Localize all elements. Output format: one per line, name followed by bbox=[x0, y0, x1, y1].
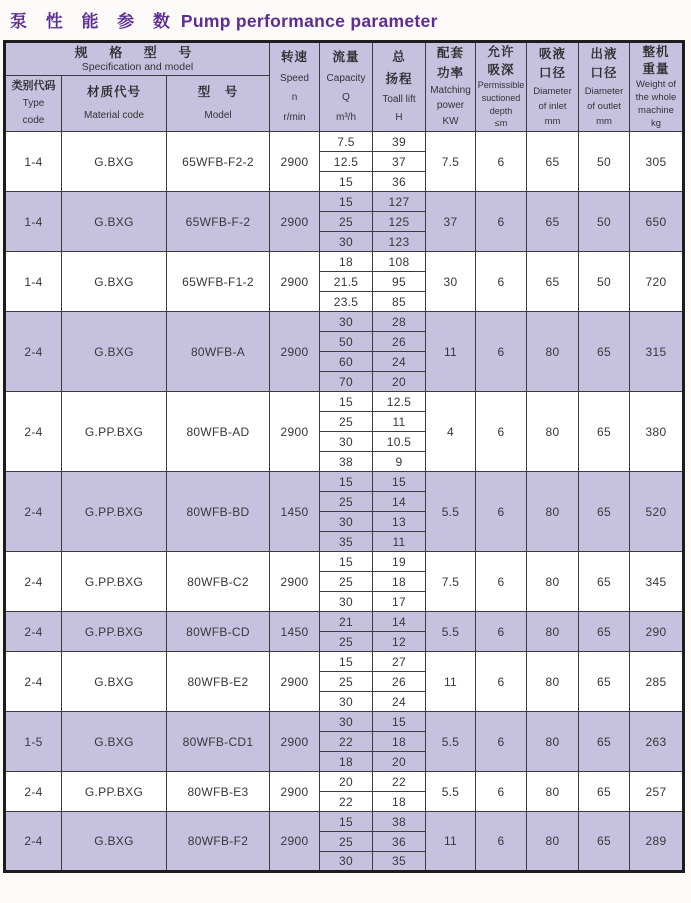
header-inlet bbox=[527, 42, 579, 132]
cell-capacity: 15 bbox=[320, 472, 373, 492]
cell-type-code: 1-4 bbox=[5, 132, 62, 192]
cell-suction-depth: 6 bbox=[476, 472, 527, 552]
header-capacity-en: m³/h bbox=[336, 111, 356, 123]
cell-outlet-diameter: 65 bbox=[579, 612, 630, 652]
cell-capacity: 30 bbox=[320, 232, 373, 252]
header-depth-zh: 吸深 bbox=[487, 62, 515, 77]
cell-matching-power: 11 bbox=[426, 312, 476, 392]
cell-capacity: 22 bbox=[320, 732, 373, 752]
cell-capacity: 12.5 bbox=[320, 152, 373, 172]
cell-capacity: 25 bbox=[320, 412, 373, 432]
cell-outlet-diameter: 65 bbox=[579, 652, 630, 712]
header-lift-en: H bbox=[395, 112, 403, 124]
cell-model: 65WFB-F2-2 bbox=[167, 132, 270, 192]
cell-type-code: 2-4 bbox=[5, 772, 62, 812]
cell-outlet-diameter: 65 bbox=[579, 392, 630, 472]
cell-weight: 257 bbox=[630, 772, 684, 812]
header-inlet-en: of inlet bbox=[538, 100, 567, 112]
cell-weight: 315 bbox=[630, 312, 684, 392]
header-power-en: Matching bbox=[430, 84, 471, 96]
header-weight-zh: 整机 bbox=[642, 44, 670, 59]
cell-capacity: 25 bbox=[320, 572, 373, 592]
cell-capacity: 50 bbox=[320, 332, 373, 352]
cell-matching-power: 5.5 bbox=[426, 772, 476, 812]
cell-model: 65WFB-F1-2 bbox=[167, 252, 270, 312]
cell-speed: 2900 bbox=[270, 392, 320, 472]
cell-weight: 345 bbox=[630, 552, 684, 612]
cell-capacity: 15 bbox=[320, 172, 373, 192]
cell-inlet-diameter: 65 bbox=[527, 192, 579, 252]
header-outlet bbox=[579, 42, 630, 132]
header-outlet-zh: 口径 bbox=[590, 66, 618, 81]
cell-matching-power: 4 bbox=[426, 392, 476, 472]
table-row bbox=[5, 192, 684, 212]
table-row bbox=[5, 392, 684, 412]
cell-total-lift: 28 bbox=[373, 312, 426, 332]
cell-total-lift: 35 bbox=[373, 852, 426, 872]
cell-model: 80WFB-CD1 bbox=[167, 712, 270, 772]
cell-speed: 2900 bbox=[270, 252, 320, 312]
cell-suction-depth: 6 bbox=[476, 652, 527, 712]
cell-capacity: 25 bbox=[320, 632, 373, 652]
cell-total-lift: 20 bbox=[373, 372, 426, 392]
cell-matching-power: 30 bbox=[426, 252, 476, 312]
header-speed bbox=[270, 42, 320, 132]
cell-total-lift: 38 bbox=[373, 812, 426, 832]
header-spec-group-zh: 规 格 型 号 bbox=[74, 44, 201, 60]
header-lift-zh: 总 bbox=[392, 49, 406, 64]
cell-type-code: 2-4 bbox=[5, 612, 62, 652]
cell-total-lift: 18 bbox=[373, 792, 426, 812]
cell-total-lift: 17 bbox=[373, 592, 426, 612]
header-outlet-en: of outlet bbox=[587, 100, 621, 112]
table-row bbox=[5, 772, 684, 792]
header-lift-en: Toall lift bbox=[382, 93, 416, 105]
cell-material-code: G.PP.BXG bbox=[62, 552, 167, 612]
cell-capacity: 22 bbox=[320, 792, 373, 812]
header-weight-en: kg bbox=[650, 117, 662, 129]
cell-type-code: 1-5 bbox=[5, 712, 62, 772]
cell-material-code: G.BXG bbox=[62, 132, 167, 192]
header-lift bbox=[373, 42, 426, 132]
cell-capacity: 30 bbox=[320, 312, 373, 332]
cell-total-lift: 127 bbox=[373, 192, 426, 212]
cell-material-code: G.BXG bbox=[62, 812, 167, 872]
cell-capacity: 18 bbox=[320, 752, 373, 772]
cell-total-lift: 24 bbox=[373, 692, 426, 712]
cell-capacity: 60 bbox=[320, 352, 373, 372]
cell-model: 80WFB-E2 bbox=[167, 652, 270, 712]
header-outlet-en: mm bbox=[596, 115, 612, 127]
cell-total-lift: 36 bbox=[373, 172, 426, 192]
cell-type-code: 1-4 bbox=[5, 192, 62, 252]
cell-capacity: 35 bbox=[320, 532, 373, 552]
cell-total-lift: 18 bbox=[373, 572, 426, 592]
cell-capacity: 25 bbox=[320, 672, 373, 692]
cell-type-code: 2-4 bbox=[5, 652, 62, 712]
cell-outlet-diameter: 65 bbox=[579, 312, 630, 392]
cell-material-code: G.PP.BXG bbox=[62, 612, 167, 652]
cell-total-lift: 125 bbox=[373, 212, 426, 232]
cell-weight: 289 bbox=[630, 812, 684, 872]
cell-suction-depth: 6 bbox=[476, 612, 527, 652]
cell-inlet-diameter: 80 bbox=[527, 392, 579, 472]
cell-type-code: 2-4 bbox=[5, 552, 62, 612]
cell-weight: 720 bbox=[630, 252, 684, 312]
header-weight bbox=[630, 42, 684, 132]
cell-suction-depth: 6 bbox=[476, 312, 527, 392]
cell-outlet-diameter: 50 bbox=[579, 192, 630, 252]
cell-inlet-diameter: 80 bbox=[527, 812, 579, 872]
cell-total-lift: 20 bbox=[373, 752, 426, 772]
cell-weight: 305 bbox=[630, 132, 684, 192]
header-capacity-zh: 流量 bbox=[332, 50, 360, 65]
header-type bbox=[5, 76, 62, 132]
cell-speed: 2900 bbox=[270, 712, 320, 772]
cell-total-lift: 15 bbox=[373, 712, 426, 732]
header-outlet-en: Diameter bbox=[584, 85, 624, 97]
cell-capacity: 21 bbox=[320, 612, 373, 632]
table-row bbox=[5, 812, 684, 832]
cell-speed: 2900 bbox=[270, 192, 320, 252]
cell-capacity: 21.5 bbox=[320, 272, 373, 292]
cell-total-lift: 15 bbox=[373, 472, 426, 492]
cell-matching-power: 11 bbox=[426, 652, 476, 712]
cell-model: 65WFB-F-2 bbox=[167, 192, 270, 252]
cell-capacity: 20 bbox=[320, 772, 373, 792]
cell-inlet-diameter: 65 bbox=[527, 132, 579, 192]
header-weight-en: machine bbox=[638, 105, 674, 116]
cell-total-lift: 13 bbox=[373, 512, 426, 532]
cell-total-lift: 9 bbox=[373, 452, 426, 472]
header-power-zh: 配套 bbox=[436, 46, 464, 61]
cell-weight: 520 bbox=[630, 472, 684, 552]
cell-model: 80WFB-C2 bbox=[167, 552, 270, 612]
cell-speed: 2900 bbox=[270, 652, 320, 712]
cell-capacity: 30 bbox=[320, 432, 373, 452]
header-spec-group bbox=[5, 42, 270, 76]
cell-capacity: 30 bbox=[320, 592, 373, 612]
cell-capacity: 38 bbox=[320, 452, 373, 472]
cell-material-code: G.BXG bbox=[62, 252, 167, 312]
cell-suction-depth: 6 bbox=[476, 712, 527, 772]
cell-speed: 2900 bbox=[270, 812, 320, 872]
cell-capacity: 15 bbox=[320, 652, 373, 672]
table-row bbox=[5, 252, 684, 272]
page-title bbox=[10, 7, 438, 32]
header-inlet-en: Diameter bbox=[533, 85, 572, 97]
cell-type-code: 2-4 bbox=[5, 392, 62, 472]
cell-outlet-diameter: 65 bbox=[579, 772, 630, 812]
header-model-zh: 型 号 bbox=[197, 85, 239, 100]
cell-suction-depth: 6 bbox=[476, 192, 527, 252]
cell-capacity: 15 bbox=[320, 552, 373, 572]
cell-model: 80WFB-BD bbox=[167, 472, 270, 552]
header-type-en: Type bbox=[22, 98, 45, 110]
cell-total-lift: 108 bbox=[373, 252, 426, 272]
cell-speed: 2900 bbox=[270, 132, 320, 192]
cell-total-lift: 95 bbox=[373, 272, 426, 292]
header-weight-en: Weight of bbox=[636, 79, 676, 91]
cell-suction-depth: 6 bbox=[476, 772, 527, 812]
cell-capacity: 25 bbox=[320, 212, 373, 232]
cell-inlet-diameter: 80 bbox=[527, 772, 579, 812]
header-material-en: Material code bbox=[83, 109, 145, 121]
cell-outlet-diameter: 65 bbox=[579, 472, 630, 552]
cell-total-lift: 14 bbox=[373, 492, 426, 512]
table-header bbox=[5, 42, 684, 132]
header-weight-zh: 重量 bbox=[642, 61, 670, 76]
cell-suction-depth: 6 bbox=[476, 812, 527, 872]
header-depth-en: depth bbox=[489, 105, 513, 116]
cell-total-lift: 18 bbox=[373, 732, 426, 752]
table-row bbox=[5, 612, 684, 632]
cell-outlet-diameter: 65 bbox=[579, 812, 630, 872]
cell-total-lift: 123 bbox=[373, 232, 426, 252]
header-speed-zh: 转速 bbox=[280, 50, 308, 65]
cell-capacity: 15 bbox=[320, 192, 373, 212]
header-capacity-en: Capacity bbox=[326, 73, 366, 85]
cell-weight: 290 bbox=[630, 612, 684, 652]
cell-inlet-diameter: 65 bbox=[527, 252, 579, 312]
table-body bbox=[5, 132, 684, 872]
cell-total-lift: 11 bbox=[373, 532, 426, 552]
table-row bbox=[5, 652, 684, 672]
header-outlet-zh: 出液 bbox=[590, 46, 618, 61]
cell-matching-power: 5.5 bbox=[426, 472, 476, 552]
cell-material-code: G.BXG bbox=[62, 712, 167, 772]
cell-capacity: 30 bbox=[320, 692, 373, 712]
cell-total-lift: 10.5 bbox=[373, 432, 426, 452]
cell-model: 80WFB-CD bbox=[167, 612, 270, 652]
header-model bbox=[167, 76, 270, 132]
cell-inlet-diameter: 80 bbox=[527, 612, 579, 652]
cell-model: 80WFB-A bbox=[167, 312, 270, 392]
header-capacity-en: Q bbox=[342, 92, 350, 104]
cell-type-code: 2-4 bbox=[5, 312, 62, 392]
cell-matching-power: 7.5 bbox=[426, 552, 476, 612]
cell-speed: 2900 bbox=[270, 772, 320, 812]
header-power bbox=[426, 42, 476, 132]
cell-inlet-diameter: 80 bbox=[527, 552, 579, 612]
table-row bbox=[5, 712, 684, 732]
cell-total-lift: 36 bbox=[373, 832, 426, 852]
header-type-en: code bbox=[22, 114, 45, 126]
header-inlet-zh: 口径 bbox=[538, 66, 566, 81]
cell-matching-power: 37 bbox=[426, 192, 476, 252]
header-depth-en: ≤m bbox=[494, 118, 508, 129]
header-spec-group-en: Specification and model bbox=[81, 60, 194, 73]
cell-inlet-diameter: 80 bbox=[527, 712, 579, 772]
cell-inlet-diameter: 80 bbox=[527, 652, 579, 712]
cell-total-lift: 26 bbox=[373, 332, 426, 352]
cell-model: 80WFB-F2 bbox=[167, 812, 270, 872]
cell-speed: 2900 bbox=[270, 312, 320, 392]
cell-weight: 380 bbox=[630, 392, 684, 472]
cell-capacity: 15 bbox=[320, 812, 373, 832]
header-lift-zh: 扬程 bbox=[385, 71, 413, 86]
cell-capacity: 7.5 bbox=[320, 132, 373, 152]
header-depth-zh: 允许 bbox=[487, 44, 515, 59]
header-depth-en: Permissible bbox=[477, 80, 525, 91]
cell-total-lift: 39 bbox=[373, 132, 426, 152]
header-material bbox=[62, 76, 167, 132]
header-material-zh: 材质代号 bbox=[86, 85, 141, 100]
header-power-en: KW bbox=[442, 115, 459, 127]
cell-model: 80WFB-E3 bbox=[167, 772, 270, 812]
cell-matching-power: 11 bbox=[426, 812, 476, 872]
cell-capacity: 23.5 bbox=[320, 292, 373, 312]
cell-inlet-diameter: 80 bbox=[527, 312, 579, 392]
header-inlet-zh: 吸液 bbox=[538, 46, 566, 61]
cell-total-lift: 27 bbox=[373, 652, 426, 672]
header-speed-en: r/min bbox=[283, 111, 306, 123]
header-depth-en: suctioned bbox=[481, 92, 521, 103]
cell-capacity: 30 bbox=[320, 852, 373, 872]
cell-inlet-diameter: 80 bbox=[527, 472, 579, 552]
cell-outlet-diameter: 50 bbox=[579, 132, 630, 192]
cell-outlet-diameter: 50 bbox=[579, 252, 630, 312]
cell-outlet-diameter: 65 bbox=[579, 552, 630, 612]
cell-weight: 285 bbox=[630, 652, 684, 712]
cell-type-code: 1-4 bbox=[5, 252, 62, 312]
header-type-zh: 类别代码 bbox=[11, 80, 56, 93]
table-row bbox=[5, 472, 684, 492]
cell-total-lift: 37 bbox=[373, 152, 426, 172]
cell-suction-depth: 6 bbox=[476, 252, 527, 312]
header-power-zh: 功率 bbox=[436, 65, 464, 80]
cell-total-lift: 24 bbox=[373, 352, 426, 372]
cell-weight: 263 bbox=[630, 712, 684, 772]
table-row bbox=[5, 552, 684, 572]
table-row bbox=[5, 312, 684, 332]
cell-speed: 2900 bbox=[270, 552, 320, 612]
header-power-en: power bbox=[436, 100, 465, 112]
cell-capacity: 70 bbox=[320, 372, 373, 392]
cell-matching-power: 7.5 bbox=[426, 132, 476, 192]
cell-material-code: G.BXG bbox=[62, 192, 167, 252]
cell-speed: 1450 bbox=[270, 612, 320, 652]
cell-capacity: 25 bbox=[320, 832, 373, 852]
table-row bbox=[5, 132, 684, 152]
pump-performance-table bbox=[3, 40, 685, 873]
cell-material-code: G.PP.BXG bbox=[62, 772, 167, 812]
cell-material-code: G.BXG bbox=[62, 652, 167, 712]
cell-suction-depth: 6 bbox=[476, 132, 527, 192]
cell-weight: 650 bbox=[630, 192, 684, 252]
header-weight-en: the whole bbox=[635, 92, 677, 104]
cell-capacity: 18 bbox=[320, 252, 373, 272]
cell-material-code: G.PP.BXG bbox=[62, 472, 167, 552]
cell-type-code: 2-4 bbox=[5, 812, 62, 872]
header-speed-en: n bbox=[291, 92, 298, 104]
cell-capacity: 25 bbox=[320, 492, 373, 512]
cell-total-lift: 26 bbox=[373, 672, 426, 692]
header-model-en: Model bbox=[204, 109, 232, 121]
cell-capacity: 30 bbox=[320, 512, 373, 532]
cell-total-lift: 12 bbox=[373, 632, 426, 652]
cell-total-lift: 85 bbox=[373, 292, 426, 312]
header-inlet-en: mm bbox=[544, 115, 561, 127]
cell-type-code: 2-4 bbox=[5, 472, 62, 552]
cell-total-lift: 14 bbox=[373, 612, 426, 632]
cell-material-code: G.BXG bbox=[62, 312, 167, 392]
header-capacity bbox=[320, 42, 373, 132]
cell-capacity: 15 bbox=[320, 392, 373, 412]
cell-matching-power: 5.5 bbox=[426, 712, 476, 772]
cell-suction-depth: 6 bbox=[476, 392, 527, 472]
cell-capacity: 30 bbox=[320, 712, 373, 732]
cell-total-lift: 22 bbox=[373, 772, 426, 792]
cell-matching-power: 5.5 bbox=[426, 612, 476, 652]
cell-material-code: G.PP.BXG bbox=[62, 392, 167, 472]
page-title-zh: 泵 性 能 参 数 bbox=[10, 12, 177, 31]
cell-speed: 1450 bbox=[270, 472, 320, 552]
cell-total-lift: 19 bbox=[373, 552, 426, 572]
page-title-en: Pump performance parameter bbox=[180, 11, 438, 31]
header-depth bbox=[476, 42, 527, 132]
cell-outlet-diameter: 65 bbox=[579, 712, 630, 772]
header-speed-en: Speed bbox=[280, 73, 309, 85]
cell-model: 80WFB-AD bbox=[167, 392, 270, 472]
cell-suction-depth: 6 bbox=[476, 552, 527, 612]
cell-total-lift: 11 bbox=[373, 412, 426, 432]
cell-total-lift: 12.5 bbox=[373, 392, 426, 412]
